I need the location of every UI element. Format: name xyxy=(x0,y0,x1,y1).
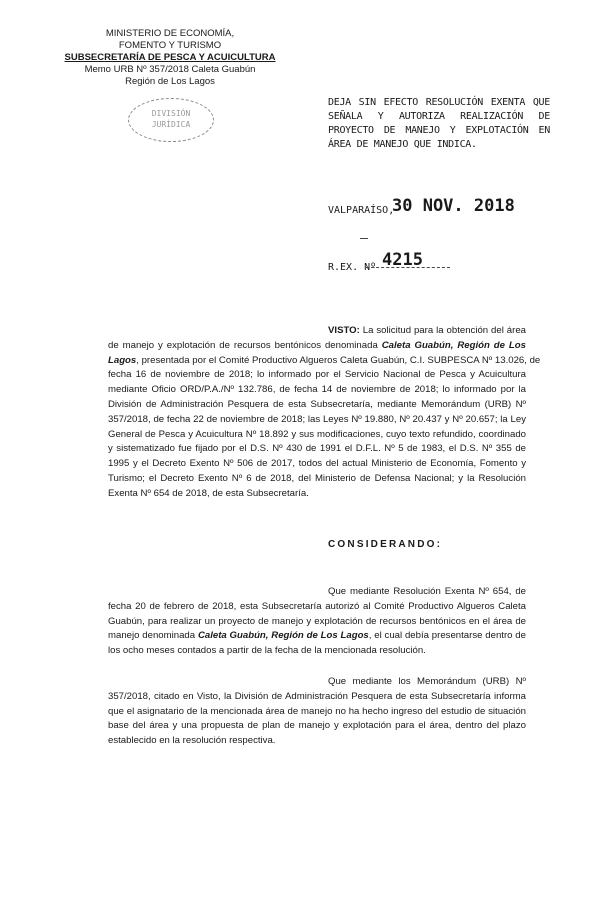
resolution-number-label: R.EX. Nº xyxy=(328,262,377,273)
visto-line: General de Pesca y Acuicultura Nº 18.892 y sus modificaciones, cuyo texto refundido, coordinado xyxy=(108,428,526,440)
visto-line: mediante Oficio ORD/P.A./Nº 132.786, de fecha 14 de noviembre de 2018; lo informado por la xyxy=(108,384,526,396)
considerando-text: manejo denominada xyxy=(108,630,196,642)
subsecretariat-line: SUBSECRETARÍA DE PESCA Y ACUICULTURA xyxy=(64,52,276,63)
considerando-paragraph-2 xyxy=(108,675,526,749)
region-reference: Región de Los Lagos xyxy=(125,76,215,87)
area-name: Caleta Guabún, Región de Los xyxy=(381,339,526,351)
considerando-line: 357/2018, citado en Visto, la División de Administración Pesquera de esta Subsecretaría informa xyxy=(108,690,526,702)
division-stamp xyxy=(128,98,214,142)
visto-line: Exenta Nº 654 de 2018, de esta Subsecretaría. xyxy=(108,487,309,499)
ministry-line-2: FOMENTO Y TURISMO xyxy=(118,40,222,51)
issuing-authority xyxy=(60,28,280,88)
visto-line xyxy=(108,354,541,369)
considerando-text: , el cual debía presentarse dentro de xyxy=(368,630,526,642)
considerando-line: que el asignatario de la mencionada área de manejo no ha hecho ingreso del estudio de situación xyxy=(108,705,526,717)
stamp-line-1: DIVISIÓN xyxy=(151,109,191,118)
considerando-paragraph-1 xyxy=(108,585,526,659)
considerando-heading: CONSIDERANDO: xyxy=(328,539,443,550)
area-name: Caleta Guabún, Región de Los Lagos xyxy=(197,630,369,642)
considerando-line: fecha 20 de febrero de 2018, esta Subsecretaría autorizó al Comité Productivo Algueros Caleta xyxy=(108,600,526,612)
resolution-number-underline xyxy=(366,267,450,268)
ministry-line-1: MINISTERIO DE ECONOMÍA, xyxy=(105,28,235,39)
visto-line: Turismo; el Decreto Exento Nº 6 de 2018, del Ministerio de Defensa Nacional; y la Resolución xyxy=(108,472,526,484)
visto-line: fecha 16 de noviembre de 2018; lo informado por el Servicio Nacional de Pesca y Acuicultura xyxy=(108,369,526,381)
considerando-line: Guabún, para realizar un proyecto de manejo y explotación de recursos bentónicos en el área de xyxy=(108,615,526,627)
visto-line xyxy=(108,324,526,339)
visto-line: 1995 y el Decreto Exento Nº 506 de 2017, todos del actual Ministerio de Economía, Fomento y xyxy=(108,458,526,470)
resolution-number: 4215 xyxy=(382,250,423,270)
considerando-line xyxy=(108,629,526,644)
visto-label: VISTO: xyxy=(328,325,360,336)
resolution-subject: DEJA SIN EFECTO RESOLUCIÓN EXENTA QUE SEÑALA Y AUTORIZA REALIZACIÓN DE PROYECTO DE MANEJO Y EXPLOTACIÓN EN ÁREA DE MANEJO QUE INDICA. xyxy=(328,97,550,150)
place-label: VALPARAÍSO, xyxy=(328,205,395,216)
considerando-line: los ocho meses contados a partir de la fecha de la mencionada resolución. xyxy=(108,645,426,657)
visto-paragraph xyxy=(108,324,541,502)
stamp-line-2: JURÍDICA xyxy=(151,120,191,129)
visto-text-3: , presentada por el Comité Productivo Algueros Caleta Guabún, C.I. SUBPESCA Nº 13.026, de xyxy=(136,354,541,366)
visto-line: 357/2018, de fecha 22 de noviembre de 2018; las Leyes Nº 19.880, Nº 20.437 y Nº 20.657; la Ley xyxy=(108,413,526,425)
memo-reference: Memo URB Nº 357/2018 Caleta Guabún xyxy=(84,64,256,75)
visto-line: División de Administración Pesquera de esta Subsecretaría, mediante Memorándum (URB) Nº xyxy=(108,398,526,410)
resolution-date: 30 NOV. 2018 xyxy=(392,196,515,216)
visto-line xyxy=(108,339,526,354)
considerando-line: Que mediante los Memorándum (URB) Nº xyxy=(328,676,526,687)
considerando-line: establecido en la resolución respectiva. xyxy=(108,735,276,747)
considerando-line: Que mediante Resolución Exenta Nº 654, de xyxy=(328,586,526,597)
visto-text-2: de manejo y explotación de recursos bentónicos denominada xyxy=(108,339,378,351)
area-name-end: Lagos xyxy=(108,354,137,366)
considerando-line: base del área y una propuesta de plan de manejo y explotación para el área, dentro del plazo xyxy=(108,720,526,732)
visto-text-1: La solicitud para la obtención del área xyxy=(362,325,527,336)
dash-mark xyxy=(360,238,368,239)
visto-line: y sistematizado fue fijado por el D.S. Nº 430 de 1991 el D.F.L. Nº 5 de 1983, el D.S. Nº 355 de xyxy=(108,443,526,455)
